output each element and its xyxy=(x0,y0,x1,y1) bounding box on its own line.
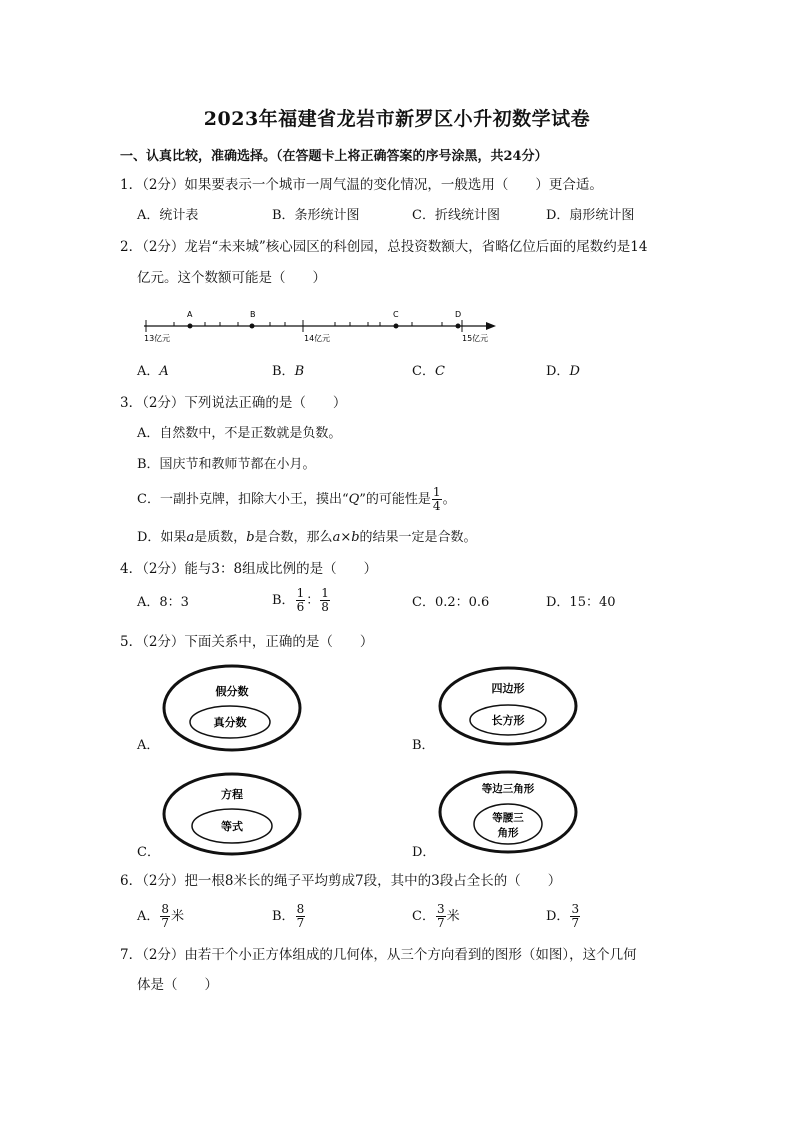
question-7-stem-line1: 7．（2分）由若干个小正方体组成的几何体，从三个方向看到的图形（如图），这个几何 xyxy=(120,947,637,963)
q3-option-d: D．如果a是质数，b是合数，那么a×b的结果一定是合数。 xyxy=(137,530,477,545)
svg-text:假分数: 假分数 xyxy=(215,685,249,698)
point-d-label: D xyxy=(455,310,462,319)
q5-option-a: A． xyxy=(137,738,160,753)
q6-option-a: A． $\frac{8}{7}$ 米 xyxy=(137,902,185,930)
svg-text:等边三角形: 等边三角形 xyxy=(481,783,535,795)
q2-option-b: B．B xyxy=(272,364,305,379)
page-title: 2023年福建省龙岩市新罗区小升初数学试卷 xyxy=(203,108,591,130)
q2-option-a: A．A xyxy=(137,364,169,379)
svg-text:角形: 角形 xyxy=(497,827,519,839)
q4-option-b: B． $\frac{1}{6}$ ： $\frac{1}{8}$ xyxy=(272,586,329,614)
number-line-figure xyxy=(140,306,510,346)
svg-text:真分数: 真分数 xyxy=(213,716,247,729)
q4-option-a: A．8：3 xyxy=(137,595,189,610)
venn-diagram-c xyxy=(160,768,310,863)
question-5-stem: 5．（2分）下面关系中，正确的是（ ） xyxy=(120,634,374,650)
svg-text:长方形: 长方形 xyxy=(491,714,525,727)
question-3-stem: 3．（2分）下列说法正确的是（ ） xyxy=(120,395,347,411)
svg-text:等式: 等式 xyxy=(221,820,243,833)
q2-option-d: D．D xyxy=(546,364,580,379)
fraction-one-quarter: $\frac{1}{4}$ xyxy=(432,485,441,513)
axis-label-15: 15亿元 xyxy=(462,334,489,343)
q1-option-c: C．折线统计图 xyxy=(412,208,500,223)
point-c-label: C xyxy=(393,310,399,319)
q4-option-d: D．15：40 xyxy=(546,595,616,610)
question-4-stem: 4．（2分）能与3：8组成比例的是（ ） xyxy=(120,561,378,577)
q2-option-c: C．C xyxy=(412,364,445,379)
q3-option-b: B．国庆节和教师节都在小月。 xyxy=(137,457,316,472)
q1-option-a: A．统计表 xyxy=(137,208,199,223)
q5-option-c: C． xyxy=(137,845,160,860)
q3-option-a: A．自然数中，不是正数就是负数。 xyxy=(137,426,342,441)
point-d-dot xyxy=(456,324,461,329)
question-2-stem-line1: 2．（2分）龙岩“未来城”核心园区的科创园，总投资数额大，省略亿位后面的尾数约是14 xyxy=(120,239,648,255)
axis-label-14: 14亿元 xyxy=(304,334,331,343)
point-b-dot xyxy=(250,324,255,329)
q6-option-c: C． $\frac{3}{7}$ 米 xyxy=(412,902,460,930)
q6-option-b: B． $\frac{8}{7}$ xyxy=(272,902,305,930)
point-c-dot xyxy=(394,324,399,329)
question-7-stem-line2: 体是（ ） xyxy=(137,977,218,993)
q1-option-d: D．扇形统计图 xyxy=(546,208,635,223)
point-a-dot xyxy=(188,324,193,329)
q4-option-c: C．0.2：0.6 xyxy=(412,595,490,610)
point-a-label: A xyxy=(187,310,193,319)
svg-text:四边形: 四边形 xyxy=(491,682,525,695)
venn-diagram-a xyxy=(160,662,310,757)
q3-option-c: C．一副扑克牌，扣除大小王，摸出“Q”的可能性是 $\frac{1}{4}$ 。 xyxy=(137,485,456,513)
axis-label-13: 13亿元 xyxy=(144,334,171,343)
venn-diagram-d xyxy=(436,766,586,861)
point-b-label: B xyxy=(250,310,256,319)
question-6-stem: 6．（2分）把一根8米长的绳子平均剪成7段，其中的3段占全长的（ ） xyxy=(120,873,562,889)
svg-text:方程: 方程 xyxy=(221,788,243,801)
section-heading: 一、认真比较，准确选择。（在答题卡上将正确答案的序号涂黑，共24分） xyxy=(120,149,548,164)
q5-option-b: B． xyxy=(412,738,435,753)
q5-option-d: D． xyxy=(412,845,436,860)
q1-option-b: B．条形统计图 xyxy=(272,208,360,223)
question-2-stem-line2: 亿元。这个数额可能是（ ） xyxy=(137,270,326,286)
question-1-stem: 1．（2分）如果要表示一个城市一周气温的变化情况，一般选用（ ）更合适。 xyxy=(120,177,603,193)
venn-diagram-b xyxy=(436,662,586,757)
svg-text:等腰三: 等腰三 xyxy=(492,812,524,824)
q6-option-d: D． $\frac{3}{7}$ xyxy=(546,902,580,930)
